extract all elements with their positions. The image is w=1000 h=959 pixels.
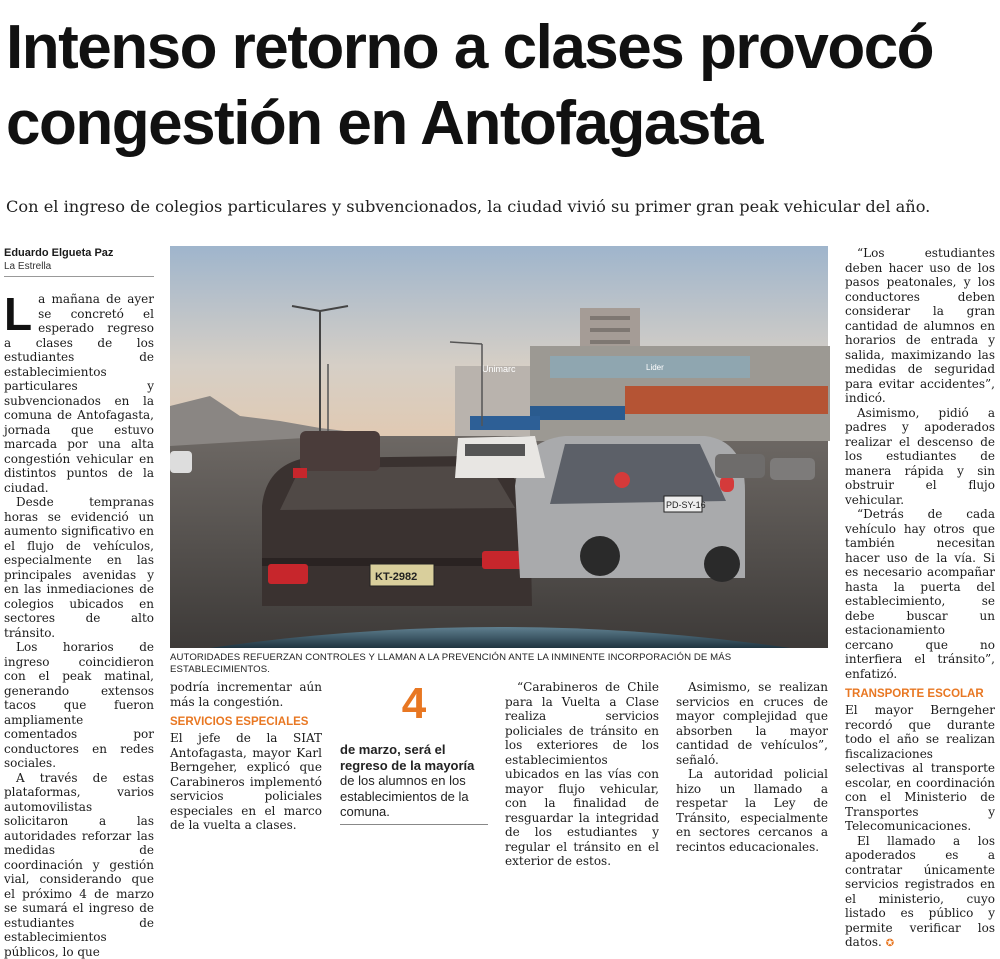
deck-subtitle: Con el ingreso de colegios particulares y subvencionados, la ciudad vivió su primer gran peak vehicular del año. bbox=[6, 196, 996, 218]
traffic-photo-illustration bbox=[170, 246, 828, 648]
byline-divider bbox=[4, 276, 154, 277]
license-plate-dark-car: KT-2982 bbox=[375, 571, 417, 583]
pull-quote-bold: de marzo, será el regreso de la mayoría bbox=[340, 742, 474, 773]
section-subhead-servicios: SERVICIOS ESPECIALES bbox=[170, 715, 322, 730]
paragraph: Asimismo, pidió a padres y apoderados realizar el descenso de los estudiantes de manera rápida y sin obstruir el flujo vehicular. bbox=[845, 406, 995, 508]
byline-author: Eduardo Elgueta Paz bbox=[4, 246, 154, 260]
pull-quote bbox=[340, 680, 488, 825]
article-photo bbox=[170, 246, 828, 648]
unimarc-sign: Unimarc bbox=[482, 364, 516, 374]
paragraph: A través de estas plataformas, varios automovilistas solicitaron a las autoridades reforzar las medidas de coordinación y gestión vial, considerando que el próximo 4 de marzo se sumará el ingreso de estudiantes de establecimientos públicos, lo que bbox=[4, 771, 154, 959]
paragraph: El mayor Berngeher recordó que durante todo el año se realizan fiscalizaciones selectivas al transporte escolar, en coordinación con el Ministerio de Transportes y Telecomunicaciones. bbox=[845, 703, 995, 834]
paragraph-text: El llamado a los apoderados es a contratar únicamente servicios registrados en el ministerio, cuyo listado es público y permite verificar los datos. bbox=[845, 834, 995, 950]
pull-quote-number: 4 bbox=[340, 680, 488, 728]
pull-quote-rest: de los alumnos en los establecimientos de la comuna. bbox=[340, 773, 469, 819]
pull-quote-divider bbox=[340, 824, 488, 825]
headline: Intenso retorno a clases provocó congestión en Antofagasta bbox=[6, 10, 996, 162]
byline-outlet: La Estrella bbox=[4, 260, 154, 273]
drop-cap: L bbox=[4, 294, 32, 334]
paragraph: La autoridad policial hizo un llamado a respetar la Ley de Tránsito, especialmente en sectores cercanos a recintos educacionales. bbox=[676, 767, 828, 854]
license-plate-silver-car: PD-SY-16 bbox=[666, 500, 706, 510]
section-subhead-transporte: TRANSPORTE ESCOLAR bbox=[845, 687, 995, 702]
body-column-1 bbox=[4, 292, 154, 959]
body-column-2 bbox=[170, 680, 322, 833]
photo-caption: AUTORIDADES REFUERZAN CONTROLES Y LLAMAN A LA PREVENCIÓN ANTE LA INMINENTE INCORPORACIÓN DE MÁS ESTABLECIMIENTOS. bbox=[170, 652, 828, 676]
paragraph: Desde tempranas horas se evidenció un aumento significativo en el flujo de vehículos, especialmente en las principales avenidas y en las inmediaciones de colegios ubicados en sectores de alto tránsito. bbox=[4, 495, 154, 640]
body-column-6 bbox=[845, 246, 995, 952]
paragraph: El jefe de la SIAT Antofagasta, mayor Karl Berngeher, explicó que Carabineros implementó servicios policiales especiales en el marco de la vuelta a clases. bbox=[170, 731, 322, 833]
paragraph bbox=[845, 834, 995, 952]
end-mark-icon: ✪ bbox=[886, 938, 894, 949]
body-column-5 bbox=[676, 680, 828, 854]
paragraph bbox=[4, 292, 154, 495]
lider-sign: Lider bbox=[646, 363, 664, 372]
paragraph-text: a mañana de ayer se concretó el esperado regreso a clases de los estudiantes de establecimientos particulares y subvencionados en la comuna de Antofagasta, jornada que estuvo marcada por una alta congestión vehicular en distintos puntos de la ciudad. bbox=[4, 292, 154, 495]
paragraph: Asimismo, se realizan servicios en cruces de mayor complejidad que absorben la mayor cantidad de vehículos”, señaló. bbox=[676, 680, 828, 767]
paragraph: “Detrás de cada vehículo hay otros que también necesitan hacer uso de la vía. Si es necesario acompañar hasta la puerta del establecimiento, se debe buscar un estacionamiento cercano que no interfiera el tránsito”, enfatizó. bbox=[845, 507, 995, 681]
pull-quote-text bbox=[340, 742, 488, 820]
paragraph: “Carabineros de Chile para la Vuelta a Clase realiza servicios policiales de tránsito en los exteriores de los establecimientos ubicados en las vías con mayor flujo vehicular, con la finalidad de resguardar la integridad de los estudiantes y regular el tránsito en el exterior de estos. bbox=[505, 680, 659, 869]
paragraph: “Los estudiantes deben hacer uso de los pasos peatonales, y los conductores deben considerar la gran cantidad de alumnos en horarios de entrada y salida, maximizando las medidas de seguridad para evitar accidentes”, indicó. bbox=[845, 246, 995, 406]
body-column-4 bbox=[505, 680, 659, 869]
byline bbox=[4, 246, 154, 273]
paragraph: podría incrementar aún más la congestión. bbox=[170, 680, 322, 709]
paragraph: Los horarios de ingreso coincidieron con el peak matinal, generando extensos tacos que fueron ampliamente comentados por conductores en redes sociales. bbox=[4, 640, 154, 771]
